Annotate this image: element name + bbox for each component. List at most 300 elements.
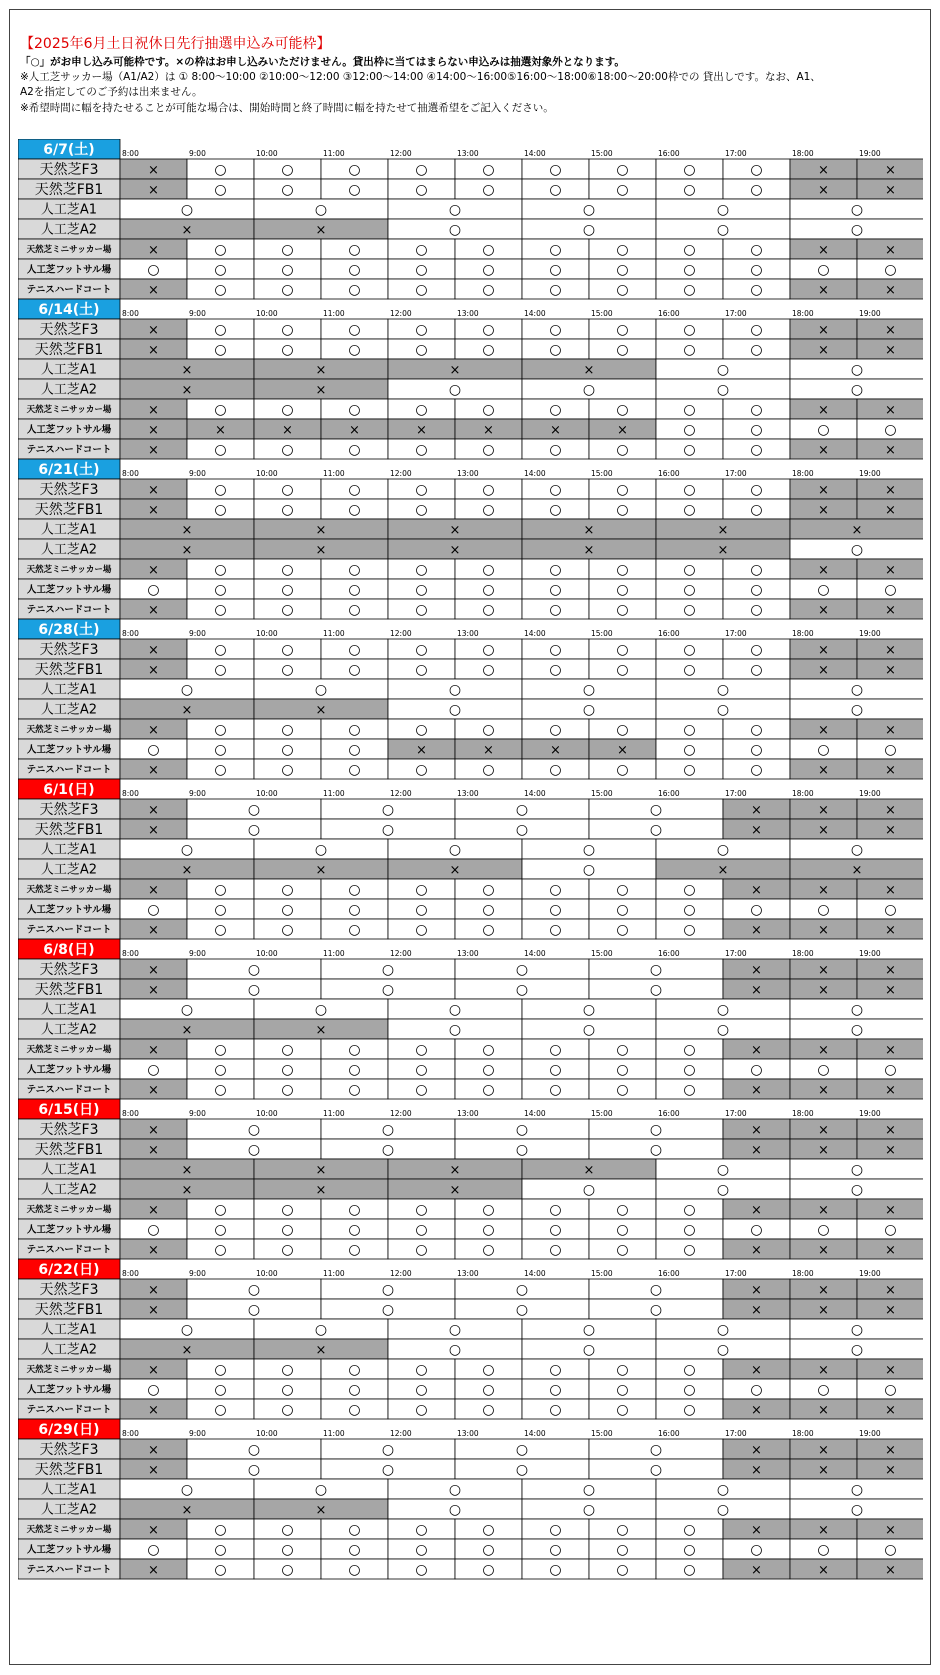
available-mark: ○ <box>750 342 763 358</box>
unavailable-mark: × <box>148 283 159 298</box>
unavailable-mark: × <box>148 1363 159 1378</box>
unavailable-mark: × <box>818 1403 829 1418</box>
available-mark: ○ <box>281 922 294 938</box>
unavailable-mark: × <box>751 1463 762 1478</box>
available-mark: ○ <box>549 882 562 898</box>
available-mark: ○ <box>683 162 696 178</box>
available-mark: ○ <box>281 1202 294 1218</box>
time-label: 9:00 <box>189 1429 206 1438</box>
unavailable-mark: × <box>449 543 461 558</box>
available-mark: ○ <box>716 1322 730 1338</box>
unavailable-mark: × <box>751 1043 762 1058</box>
facility-label: 人工芝フットサル場 <box>26 1384 112 1396</box>
unavailable-mark: × <box>818 163 829 178</box>
available-mark: ○ <box>415 282 428 298</box>
facility-label: 天然芝ミニサッカー場 <box>26 885 112 896</box>
unavailable-mark: × <box>751 1083 762 1098</box>
time-label: 10:00 <box>256 1429 278 1438</box>
available-mark: ○ <box>515 822 529 838</box>
unavailable-mark: × <box>818 763 829 778</box>
facility-label: テニスハードコート <box>26 1244 112 1256</box>
available-mark: ○ <box>683 1402 696 1418</box>
time-label: 9:00 <box>189 949 206 958</box>
available-mark: ○ <box>180 842 194 858</box>
available-mark: ○ <box>482 642 495 658</box>
unavailable-mark: × <box>818 1083 829 1098</box>
unavailable-mark: × <box>751 883 762 898</box>
time-label: 18:00 <box>792 149 814 158</box>
available-mark: ○ <box>683 1082 696 1098</box>
available-mark: ○ <box>348 1522 361 1538</box>
available-mark: ○ <box>281 1042 294 1058</box>
available-mark: ○ <box>214 742 227 758</box>
available-mark: ○ <box>750 482 763 498</box>
unavailable-mark: × <box>885 763 896 778</box>
available-mark: ○ <box>683 742 696 758</box>
available-mark: ○ <box>247 1462 261 1478</box>
available-mark: ○ <box>683 1382 696 1398</box>
available-mark: ○ <box>482 1062 495 1078</box>
time-label: 17:00 <box>725 469 747 478</box>
time-label: 15:00 <box>591 949 613 958</box>
unavailable-mark: × <box>885 1463 896 1478</box>
available-mark: ○ <box>415 762 428 778</box>
time-label: 12:00 <box>390 469 412 478</box>
unavailable-mark: × <box>315 523 327 538</box>
available-mark: ○ <box>381 822 395 838</box>
available-mark: ○ <box>616 322 629 338</box>
time-label: 10:00 <box>256 1269 278 1278</box>
available-mark: ○ <box>750 642 763 658</box>
available-mark: ○ <box>616 662 629 678</box>
unavailable-mark: × <box>148 1403 159 1418</box>
available-mark: ○ <box>281 582 294 598</box>
available-mark: ○ <box>381 1282 395 1298</box>
available-mark: ○ <box>214 1082 227 1098</box>
available-mark: ○ <box>214 722 227 738</box>
unavailable-mark: × <box>851 523 863 538</box>
available-mark: ○ <box>683 1542 696 1558</box>
available-mark: ○ <box>214 902 227 918</box>
available-mark: ○ <box>549 322 562 338</box>
available-mark: ○ <box>415 1222 428 1238</box>
available-mark: ○ <box>348 1562 361 1578</box>
available-mark: ○ <box>716 842 730 858</box>
facility-label: 人工芝A2 <box>40 1502 98 1518</box>
facility-label: 天然芝ミニサッカー場 <box>26 1205 112 1216</box>
time-label: 10:00 <box>256 949 278 958</box>
available-mark: ○ <box>716 362 730 378</box>
available-mark: ○ <box>281 1062 294 1078</box>
time-label: 19:00 <box>859 789 881 798</box>
facility-label: 天然芝F3 <box>39 1282 99 1299</box>
unavailable-mark: × <box>550 743 561 758</box>
available-mark: ○ <box>281 262 294 278</box>
available-mark: ○ <box>415 1062 428 1078</box>
available-mark: ○ <box>750 762 763 778</box>
time-label: 14:00 <box>524 469 546 478</box>
available-mark: ○ <box>147 1382 160 1398</box>
available-mark: ○ <box>415 182 428 198</box>
available-mark: ○ <box>817 1222 830 1238</box>
available-mark: ○ <box>683 1522 696 1538</box>
time-label: 8:00 <box>122 1109 139 1118</box>
unavailable-mark: × <box>583 543 595 558</box>
facility-label: 人工芝A2 <box>40 1182 98 1198</box>
available-mark: ○ <box>716 1502 730 1518</box>
unavailable-mark: × <box>751 1443 762 1458</box>
unavailable-mark: × <box>885 483 896 498</box>
available-mark: ○ <box>549 1222 562 1238</box>
available-mark: ○ <box>515 1142 529 1158</box>
available-mark: ○ <box>549 282 562 298</box>
schedule-table <box>18 139 923 1659</box>
available-mark: ○ <box>214 582 227 598</box>
facility-label: テニスハードコート <box>26 1084 112 1096</box>
unavailable-mark: × <box>885 1243 896 1258</box>
time-label: 16:00 <box>658 789 680 798</box>
available-mark: ○ <box>348 242 361 258</box>
available-mark: ○ <box>482 882 495 898</box>
available-mark: ○ <box>415 1042 428 1058</box>
available-mark: ○ <box>616 602 629 618</box>
unavailable-mark: × <box>483 743 494 758</box>
available-mark: ○ <box>750 182 763 198</box>
available-mark: ○ <box>348 1062 361 1078</box>
time-label: 12:00 <box>390 1269 412 1278</box>
available-mark: ○ <box>281 242 294 258</box>
facility-label: テニスハードコート <box>26 1564 112 1576</box>
time-label: 19:00 <box>859 1269 881 1278</box>
unavailable-mark: × <box>751 923 762 938</box>
available-mark: ○ <box>616 882 629 898</box>
available-mark: ○ <box>482 322 495 338</box>
available-mark: ○ <box>482 1542 495 1558</box>
time-label: 9:00 <box>189 149 206 158</box>
facility-label: 天然芝FB1 <box>34 342 104 359</box>
unavailable-mark: × <box>416 423 427 438</box>
available-mark: ○ <box>281 342 294 358</box>
available-mark: ○ <box>549 1062 562 1078</box>
time-label: 14:00 <box>524 629 546 638</box>
available-mark: ○ <box>415 1082 428 1098</box>
date-label: 6/7(土) <box>43 142 95 158</box>
available-mark: ○ <box>415 1202 428 1218</box>
unavailable-mark: × <box>818 1123 829 1138</box>
available-mark: ○ <box>448 1482 462 1498</box>
time-label: 14:00 <box>524 1429 546 1438</box>
unavailable-mark: × <box>449 363 461 378</box>
unavailable-mark: × <box>181 863 193 878</box>
available-mark: ○ <box>549 1542 562 1558</box>
available-mark: ○ <box>314 682 328 698</box>
artificial-turf-note-2: A2を指定してのご予約は出来ません。 <box>20 86 203 98</box>
available-mark: ○ <box>850 202 864 218</box>
available-mark: ○ <box>415 1402 428 1418</box>
time-label: 9:00 <box>189 1109 206 1118</box>
available-mark: ○ <box>415 582 428 598</box>
unavailable-mark: × <box>148 923 159 938</box>
available-mark: ○ <box>415 1562 428 1578</box>
available-mark: ○ <box>214 1062 227 1078</box>
available-mark: ○ <box>348 902 361 918</box>
facility-label: 人工芝フットサル場 <box>26 264 112 276</box>
available-mark: ○ <box>616 1222 629 1238</box>
available-mark: ○ <box>482 662 495 678</box>
available-mark: ○ <box>817 742 830 758</box>
available-mark: ○ <box>482 922 495 938</box>
unavailable-mark: × <box>717 543 729 558</box>
available-mark: ○ <box>683 1202 696 1218</box>
available-mark: ○ <box>348 442 361 458</box>
available-mark: ○ <box>482 1042 495 1058</box>
time-label: 16:00 <box>658 149 680 158</box>
date-label: 6/8(日) <box>43 942 95 958</box>
available-mark: ○ <box>884 422 897 438</box>
available-mark: ○ <box>616 762 629 778</box>
date-label: 6/21(土) <box>38 462 100 478</box>
available-mark: ○ <box>549 762 562 778</box>
unavailable-mark: × <box>315 543 327 558</box>
unavailable-mark: × <box>148 243 159 258</box>
available-mark: ○ <box>247 1282 261 1298</box>
available-mark: ○ <box>448 702 462 718</box>
unavailable-mark: × <box>885 1403 896 1418</box>
available-mark: ○ <box>381 1122 395 1138</box>
unavailable-mark: × <box>148 1123 159 1138</box>
available-mark: ○ <box>214 1402 227 1418</box>
available-mark: ○ <box>348 182 361 198</box>
available-mark: ○ <box>482 582 495 598</box>
available-mark: ○ <box>281 1562 294 1578</box>
available-mark: ○ <box>482 162 495 178</box>
unavailable-mark: × <box>885 983 896 998</box>
available-mark: ○ <box>415 242 428 258</box>
unavailable-mark: × <box>818 723 829 738</box>
available-mark: ○ <box>482 502 495 518</box>
available-mark: ○ <box>683 602 696 618</box>
time-label: 17:00 <box>725 149 747 158</box>
available-mark: ○ <box>716 1002 730 1018</box>
available-mark: ○ <box>750 1542 763 1558</box>
unavailable-mark: × <box>148 1523 159 1538</box>
available-mark: ○ <box>683 402 696 418</box>
unavailable-mark: × <box>818 1463 829 1478</box>
available-mark: ○ <box>348 1242 361 1258</box>
unavailable-mark: × <box>885 1043 896 1058</box>
unavailable-mark: × <box>583 363 595 378</box>
unavailable-mark: × <box>315 1023 327 1038</box>
available-mark: ○ <box>214 342 227 358</box>
available-mark: ○ <box>180 682 194 698</box>
facility-label: テニスハードコート <box>26 604 112 616</box>
available-mark: ○ <box>616 1082 629 1098</box>
time-label: 14:00 <box>524 149 546 158</box>
time-label: 9:00 <box>189 629 206 638</box>
unavailable-mark: × <box>751 1243 762 1258</box>
available-mark: ○ <box>281 722 294 738</box>
unavailable-mark: × <box>885 343 896 358</box>
unavailable-mark: × <box>751 963 762 978</box>
available-mark: ○ <box>381 1302 395 1318</box>
available-mark: ○ <box>616 922 629 938</box>
available-mark: ○ <box>750 502 763 518</box>
unavailable-mark: × <box>315 383 327 398</box>
available-mark: ○ <box>147 1542 160 1558</box>
available-mark: ○ <box>750 322 763 338</box>
time-label: 11:00 <box>323 1269 345 1278</box>
page-title: 【2025年6月土日祝休日先行抽選申込み可能枠】 <box>20 36 331 52</box>
facility-label: 人工芝フットサル場 <box>26 1224 112 1236</box>
time-label: 19:00 <box>859 149 881 158</box>
available-mark: ○ <box>482 262 495 278</box>
time-label: 18:00 <box>792 309 814 318</box>
time-label: 17:00 <box>725 309 747 318</box>
available-mark: ○ <box>348 762 361 778</box>
facility-label: テニスハードコート <box>26 444 112 456</box>
unavailable-mark: × <box>751 1203 762 1218</box>
unavailable-mark: × <box>885 183 896 198</box>
available-mark: ○ <box>582 222 596 238</box>
time-label: 17:00 <box>725 629 747 638</box>
time-label: 10:00 <box>256 469 278 478</box>
available-mark: ○ <box>515 1302 529 1318</box>
date-label: 6/29(日) <box>38 1422 100 1438</box>
unavailable-mark: × <box>315 363 327 378</box>
available-mark: ○ <box>616 162 629 178</box>
available-mark: ○ <box>348 1402 361 1418</box>
unavailable-mark: × <box>181 543 193 558</box>
facility-label: 天然芝F3 <box>39 962 99 979</box>
unavailable-mark: × <box>449 863 461 878</box>
unavailable-mark: × <box>885 1443 896 1458</box>
available-mark: ○ <box>482 482 495 498</box>
time-label: 17:00 <box>725 1269 747 1278</box>
available-mark: ○ <box>214 922 227 938</box>
available-mark: ○ <box>415 482 428 498</box>
available-mark: ○ <box>850 1342 864 1358</box>
date-label: 6/28(土) <box>38 622 100 638</box>
time-label: 14:00 <box>524 1269 546 1278</box>
available-mark: ○ <box>850 1322 864 1338</box>
available-mark: ○ <box>549 1082 562 1098</box>
facility-label: 人工芝フットサル場 <box>26 744 112 756</box>
available-mark: ○ <box>616 242 629 258</box>
unavailable-mark: × <box>148 723 159 738</box>
available-mark: ○ <box>683 762 696 778</box>
facility-label: 天然芝FB1 <box>34 502 104 519</box>
available-mark: ○ <box>716 682 730 698</box>
unavailable-mark: × <box>148 403 159 418</box>
available-mark: ○ <box>549 262 562 278</box>
available-mark: ○ <box>415 502 428 518</box>
available-mark: ○ <box>549 1242 562 1258</box>
time-label: 8:00 <box>122 1269 139 1278</box>
time-label: 9:00 <box>189 469 206 478</box>
unavailable-mark: × <box>885 243 896 258</box>
time-label: 11:00 <box>323 789 345 798</box>
available-mark: ○ <box>415 922 428 938</box>
time-label: 18:00 <box>792 1269 814 1278</box>
time-label: 9:00 <box>189 309 206 318</box>
available-mark: ○ <box>515 802 529 818</box>
unavailable-mark: × <box>818 803 829 818</box>
available-mark: ○ <box>515 1122 529 1138</box>
available-mark: ○ <box>683 282 696 298</box>
available-mark: ○ <box>683 662 696 678</box>
time-label: 16:00 <box>658 1429 680 1438</box>
unavailable-mark: × <box>148 963 159 978</box>
available-mark: ○ <box>281 602 294 618</box>
time-label: 12:00 <box>390 629 412 638</box>
available-mark: ○ <box>549 582 562 598</box>
unavailable-mark: × <box>818 923 829 938</box>
time-label: 19:00 <box>859 949 881 958</box>
artificial-turf-note: ※人工芝サッカー場（A1/A2）は ① 8:00～10:00 ②10:00～12:00 ③12:00～14:00 ④14:00～16:00⑤16:00～18:00⑥18:00～20:00枠での 貸出しです。なお、A1、 <box>20 71 821 83</box>
unavailable-mark: × <box>148 1443 159 1458</box>
available-mark: ○ <box>314 842 328 858</box>
unavailable-mark: × <box>148 1303 159 1318</box>
available-mark: ○ <box>683 342 696 358</box>
unavailable-mark: × <box>885 403 896 418</box>
time-label: 11:00 <box>323 1429 345 1438</box>
unavailable-mark: × <box>885 663 896 678</box>
unavailable-mark: × <box>315 1183 327 1198</box>
facility-label: テニスハードコート <box>26 924 112 936</box>
available-mark: ○ <box>281 762 294 778</box>
available-mark: ○ <box>649 1282 663 1298</box>
unavailable-mark: × <box>818 283 829 298</box>
time-label: 16:00 <box>658 1109 680 1118</box>
available-mark: ○ <box>616 642 629 658</box>
available-mark: ○ <box>482 242 495 258</box>
unavailable-mark: × <box>349 423 360 438</box>
unavailable-mark: × <box>818 663 829 678</box>
date-label: 6/22(日) <box>38 1262 100 1278</box>
available-mark: ○ <box>683 482 696 498</box>
available-mark: ○ <box>482 1562 495 1578</box>
available-mark: ○ <box>214 1242 227 1258</box>
unavailable-mark: × <box>885 1123 896 1138</box>
available-mark: ○ <box>582 842 596 858</box>
unavailable-mark: × <box>148 483 159 498</box>
unavailable-mark: × <box>885 1203 896 1218</box>
available-mark: ○ <box>515 1282 529 1298</box>
unavailable-mark: × <box>751 1303 762 1318</box>
time-label: 12:00 <box>390 309 412 318</box>
time-label: 15:00 <box>591 309 613 318</box>
available-mark: ○ <box>850 702 864 718</box>
available-mark: ○ <box>549 562 562 578</box>
available-mark: ○ <box>214 1522 227 1538</box>
facility-label: 人工芝A2 <box>40 702 98 718</box>
time-label: 18:00 <box>792 789 814 798</box>
available-mark: ○ <box>214 402 227 418</box>
unavailable-mark: × <box>181 1183 193 1198</box>
available-mark: ○ <box>750 442 763 458</box>
available-mark: ○ <box>247 1142 261 1158</box>
available-mark: ○ <box>515 982 529 998</box>
available-mark: ○ <box>147 742 160 758</box>
available-mark: ○ <box>582 1002 596 1018</box>
unavailable-mark: × <box>751 1123 762 1138</box>
time-label: 13:00 <box>457 789 479 798</box>
available-mark: ○ <box>348 882 361 898</box>
available-mark: ○ <box>549 1402 562 1418</box>
available-mark: ○ <box>549 1562 562 1578</box>
available-mark: ○ <box>180 1002 194 1018</box>
available-mark: ○ <box>616 1402 629 1418</box>
